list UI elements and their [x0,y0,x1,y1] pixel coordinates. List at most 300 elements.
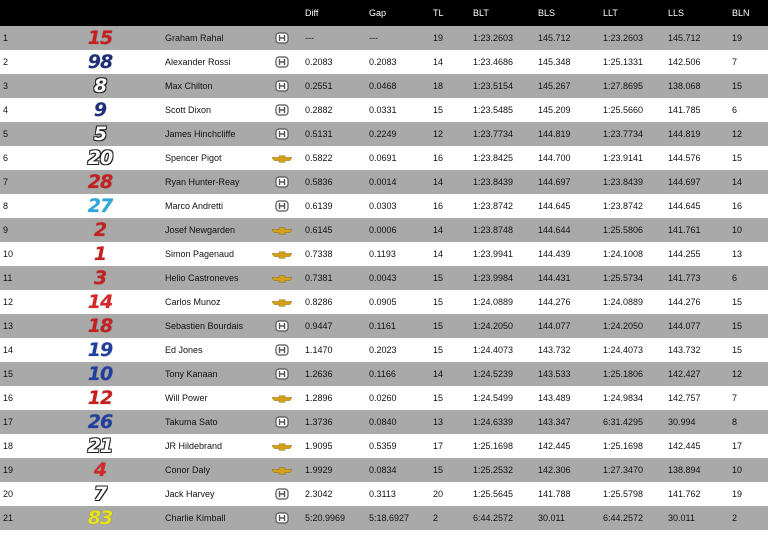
cell-tl: 12 [433,129,444,139]
cell-engine [262,266,302,290]
cell-lls: 141.773 [668,273,701,283]
cell-car-number [80,242,162,266]
cell-car-number [80,386,162,410]
cell-bls: 144.431 [538,273,571,283]
cell-diff: 0.5836 [305,177,333,187]
cell-bln: 19 [732,489,743,499]
cell-lls: 141.785 [668,105,701,115]
cell-pit [40,170,80,194]
cell-llt: 1:25.1698 [603,441,644,451]
cell-driver-name: Will Power [165,393,208,403]
cell-gap: 0.0834 [369,465,397,475]
car-number: 10 [87,363,113,385]
cell-diff: 1.9929 [305,465,333,475]
cell-diff: 1.9095 [305,441,333,451]
cell-driver-name: Tony Kanaan [165,369,218,379]
cell-pos: 10 [3,249,14,259]
cell-tl: 16 [433,201,444,211]
car-number: 83 [87,507,113,529]
cell-gap: 0.1166 [369,369,396,379]
col-header-num[interactable] [80,0,162,26]
cell-lls: 142.445 [668,441,701,451]
cell-bls: 30.011 [538,513,565,523]
car-number: 1 [93,243,107,265]
cell-engine [262,74,302,98]
cell-gap: 0.0840 [369,417,397,427]
cell-pit [40,482,80,506]
cell-llt: 1:25.5806 [603,225,644,235]
cell-bln: 15 [732,153,743,163]
cell-pit [40,242,80,266]
cell-driver-name: Helio Castroneves [165,273,239,283]
cell-blt: 1:23.5154 [473,81,514,91]
cell-blt: 1:23.4686 [473,57,514,67]
cell-gap: 0.1193 [369,249,396,259]
cell-bln: 6 [732,105,738,115]
cell-lls: 142.757 [668,393,701,403]
table-row[interactable] [0,74,768,98]
cell-pit [40,314,80,338]
cell-lls: 141.761 [668,225,701,235]
cell-driver-name: Simon Pagenaud [165,249,235,259]
cell-blt: 1:24.2050 [473,321,514,331]
cell-pos: 19 [3,465,14,475]
cell-tl: 18 [433,81,444,91]
cell-driver-name: Sebastien Bourdais [165,321,244,331]
cell-bln: 10 [732,465,743,475]
car-number: 14 [87,291,113,313]
cell-tl: 15 [433,321,444,331]
cell-pit [40,338,80,362]
car-number: 18 [87,315,113,337]
cell-llt: 1:25.5734 [603,273,644,283]
table-row[interactable] [0,314,768,338]
cell-engine [262,98,302,122]
cell-lls: 142.506 [668,57,701,67]
chevrolet-icon [262,225,302,235]
cell-llt: 1:25.1331 [603,57,644,67]
cell-engine [262,170,302,194]
cell-llt: 1:24.2050 [603,321,644,331]
cell-diff: 1.1470 [305,345,333,355]
car-number: 28 [87,171,113,193]
cell-pit [40,434,80,458]
cell-engine [262,218,302,242]
cell-pos: 7 [3,177,9,187]
cell-gap: 0.2023 [369,345,397,355]
col-header-bln[interactable]: BLN [732,8,750,18]
chevrolet-icon [262,441,302,451]
cell-bln: 7 [732,393,738,403]
honda-icon [262,32,302,44]
car-number: 9 [93,99,107,121]
car-number: 5 [93,123,107,145]
cell-tl: 16 [433,153,444,163]
cell-bln: 8 [732,417,738,427]
cell-car-number [80,506,162,530]
honda-icon [262,368,302,380]
cell-bls: 144.439 [538,249,571,259]
cell-bls: 142.306 [538,465,571,475]
table-row[interactable] [0,386,768,410]
cell-bls: 145.712 [538,33,571,43]
cell-lls: 30.011 [668,513,695,523]
cell-pos: 21 [3,513,14,523]
cell-pos: 9 [3,225,9,235]
cell-bls: 145.209 [538,105,571,115]
cell-llt: 1:24.1008 [603,249,644,259]
cell-car-number [80,434,162,458]
table-header-row [0,0,768,26]
cell-diff: 0.2551 [305,81,333,91]
cell-driver-name: Josef Newgarden [165,225,236,235]
cell-lls: 144.697 [668,177,701,187]
cell-diff: 0.8286 [305,297,333,307]
cell-blt: 1:25.1698 [473,441,514,451]
cell-lls: 144.276 [668,297,701,307]
cell-llt: 1:23.8742 [603,201,644,211]
cell-bln: 14 [732,177,743,187]
cell-bln: 12 [732,369,743,379]
car-number: 4 [93,459,107,481]
cell-lls: 138.894 [668,465,701,475]
cell-car-number [80,98,162,122]
cell-llt: 1:25.1806 [603,369,644,379]
cell-car-number [80,338,162,362]
col-header-pos[interactable] [0,0,40,26]
cell-bls: 144.645 [538,201,571,211]
cell-lls: 143.732 [668,345,701,355]
cell-pos: 14 [3,345,14,355]
cell-pos: 16 [3,393,14,403]
cell-blt: 1:23.8748 [473,225,514,235]
cell-bls: 145.267 [538,81,571,91]
table-row[interactable] [0,146,768,170]
cell-tl: 14 [433,249,444,259]
cell-driver-name: Spencer Pigot [165,153,222,163]
cell-llt: 1:24.4073 [603,345,644,355]
car-number: 21 [87,435,113,457]
cell-driver-name: Alexander Rossi [165,57,231,67]
cell-pos: 18 [3,441,14,451]
cell-pit [40,386,80,410]
cell-llt: 1:25.5798 [603,489,644,499]
cell-gap: 0.1161 [369,321,396,331]
cell-bls: 144.700 [538,153,571,163]
cell-diff: 0.6139 [305,201,333,211]
cell-tl: 14 [433,369,444,379]
cell-pos: 3 [3,81,9,91]
cell-diff: 1.3736 [305,417,333,427]
table-row[interactable] [0,266,768,290]
cell-engine [262,386,302,410]
cell-bls: 145.348 [538,57,571,67]
cell-lls: 144.576 [668,153,701,163]
cell-tl: 20 [433,489,444,499]
table-row[interactable] [0,410,768,434]
cell-llt: 6:31.4295 [603,417,644,427]
cell-blt: 1:23.8439 [473,177,514,187]
cell-diff: 0.2882 [305,105,333,115]
honda-icon [262,320,302,332]
cell-pit [40,410,80,434]
cell-pit [40,98,80,122]
cell-car-number [80,266,162,290]
cell-bls: 144.276 [538,297,571,307]
table-row[interactable] [0,506,768,530]
car-number: 12 [87,387,113,409]
col-header-engine[interactable] [262,0,302,26]
cell-tl: 17 [433,441,444,451]
cell-bln: 19 [732,33,743,43]
cell-bls: 144.077 [538,321,571,331]
cell-lls: 138.068 [668,81,701,91]
cell-gap: 0.0014 [369,177,397,187]
table-row[interactable] [0,338,768,362]
table-row[interactable] [0,50,768,74]
cell-pit [40,194,80,218]
car-number: 26 [87,411,113,433]
honda-icon [262,104,302,116]
cell-bln: 16 [732,201,743,211]
cell-engine [262,434,302,458]
cell-blt: 1:23.8425 [473,153,514,163]
table-body [0,26,768,530]
cell-pit [40,146,80,170]
cell-engine [262,362,302,386]
cell-tl: 15 [433,393,444,403]
cell-pos: 11 [3,273,13,283]
cell-lls: 144.255 [668,249,701,259]
car-number: 20 [87,147,113,169]
chevrolet-icon [262,465,302,475]
cell-pit [40,26,80,50]
cell-gap: 0.0691 [369,153,397,163]
cell-gap: 0.2249 [369,129,397,139]
cell-car-number [80,194,162,218]
cell-bls: 143.489 [538,393,571,403]
table-row[interactable] [0,26,768,50]
cell-blt: 1:23.7734 [473,129,514,139]
cell-llt: 6:44.2572 [603,513,644,523]
cell-blt: 1:23.9941 [473,249,514,259]
cell-diff: 2.3042 [305,489,333,499]
cell-pit [40,458,80,482]
car-number: 8 [93,75,107,97]
cell-bln: 10 [732,225,743,235]
cell-engine [262,242,302,266]
honda-icon [262,200,302,212]
cell-car-number [80,362,162,386]
table-row[interactable] [0,290,768,314]
cell-gap: 0.0043 [369,273,397,283]
cell-car-number [80,290,162,314]
cell-bln: 15 [732,81,743,91]
cell-driver-name: Charlie Kimball [165,513,226,523]
cell-pos: 20 [3,489,14,499]
car-number: 27 [87,195,113,217]
cell-gap: 0.2083 [369,57,397,67]
cell-llt: 1:27.8695 [603,81,644,91]
cell-diff: --- [305,33,314,43]
cell-driver-name: Ryan Hunter-Reay [165,177,240,187]
table-row[interactable] [0,482,768,506]
col-header-bls[interactable]: BLS [538,8,556,18]
cell-bls: 143.732 [538,345,571,355]
honda-icon [262,128,302,140]
cell-pos: 13 [3,321,14,331]
cell-gap: 5:18.6927 [369,513,410,523]
cell-bln: 15 [732,345,743,355]
cell-bln: 7 [732,57,738,67]
cell-pos: 17 [3,417,14,427]
chevrolet-icon [262,249,302,259]
car-number: 98 [87,51,113,73]
cell-blt: 1:25.2532 [473,465,514,475]
cell-diff: 0.7338 [305,249,333,259]
table-row[interactable] [0,98,768,122]
col-header-blt[interactable]: BLT [473,8,489,18]
cell-driver-name: Jack Harvey [165,489,215,499]
cell-car-number [80,50,162,74]
cell-diff: 0.5131 [305,129,333,139]
cell-pit [40,122,80,146]
cell-car-number [80,410,162,434]
cell-llt: 1:23.8439 [603,177,644,187]
cell-blt: 1:24.5499 [473,393,514,403]
cell-pos: 4 [3,105,9,115]
honda-icon [262,80,302,92]
table-row[interactable] [0,362,768,386]
cell-blt: 1:25.5645 [473,489,514,499]
honda-icon [262,416,302,428]
cell-diff: 0.6145 [305,225,333,235]
cell-bln: 15 [732,297,743,307]
cell-driver-name: Graham Rahal [165,33,224,43]
cell-blt: 6:44.2572 [473,513,514,523]
cell-pos: 15 [3,369,14,379]
cell-bln: 17 [732,441,743,451]
col-header-pit[interactable] [40,0,80,26]
cell-llt: 1:23.7734 [603,129,644,139]
cell-engine [262,290,302,314]
cell-engine [262,506,302,530]
cell-llt: 1:24.9834 [603,393,644,403]
chevrolet-icon [262,297,302,307]
cell-engine [262,122,302,146]
cell-gap: --- [369,33,378,43]
table-row[interactable] [0,242,768,266]
cell-engine [262,194,302,218]
cell-engine [262,314,302,338]
cell-driver-name: Marco Andretti [165,201,224,211]
cell-gap: 0.0468 [369,81,397,91]
cell-tl: 13 [433,417,444,427]
cell-tl: 15 [433,345,444,355]
cell-bls: 144.697 [538,177,571,187]
col-header-diff[interactable]: Diff [305,8,319,18]
cell-gap: 0.5359 [369,441,397,451]
col-header-lls[interactable]: LLS [668,8,685,18]
cell-pos: 12 [3,297,14,307]
cell-pit [40,506,80,530]
cell-lls: 30.994 [668,417,696,427]
cell-blt: 1:23.9984 [473,273,514,283]
cell-bls: 143.533 [538,369,571,379]
cell-blt: 1:24.6339 [473,417,514,427]
cell-engine [262,338,302,362]
col-header-llt[interactable]: LLT [603,8,618,18]
cell-llt: 1:27.3470 [603,465,644,475]
car-number: 3 [93,267,107,289]
cell-diff: 0.5822 [305,153,333,163]
cell-llt: 1:23.2603 [603,33,644,43]
cell-engine [262,458,302,482]
honda-icon [262,56,302,68]
cell-driver-name: Scott Dixon [165,105,212,115]
car-number: 19 [87,339,113,361]
cell-car-number [80,482,162,506]
cell-driver-name: JR Hildebrand [165,441,223,451]
honda-icon [262,488,302,500]
cell-blt: 1:23.5485 [473,105,514,115]
cell-lls: 144.819 [668,129,701,139]
cell-pos: 5 [3,129,9,139]
table-row[interactable] [0,194,768,218]
cell-gap: 0.0905 [369,297,397,307]
cell-llt: 1:23.9141 [603,153,644,163]
cell-bln: 12 [732,129,743,139]
cell-pos: 6 [3,153,9,163]
cell-tl: 15 [433,273,444,283]
col-header-gap[interactable]: Gap [369,8,387,18]
table-row[interactable] [0,170,768,194]
cell-diff: 1.2896 [305,393,333,403]
car-number: 15 [87,27,113,49]
cell-blt: 1:24.5239 [473,369,514,379]
cell-gap: 0.0006 [369,225,397,235]
cell-gap: 0.0331 [369,105,397,115]
cell-bls: 142.445 [538,441,571,451]
cell-tl: 14 [433,177,444,187]
cell-car-number [80,74,162,98]
cell-bls: 144.644 [538,225,571,235]
cell-lls: 144.077 [668,321,701,331]
col-header-name[interactable] [162,0,262,26]
cell-bls: 143.347 [538,417,571,427]
cell-pos: 8 [3,201,9,211]
cell-car-number [80,26,162,50]
cell-bln: 13 [732,249,743,259]
cell-gap: 0.0303 [369,201,397,211]
cell-diff: 5:20.9969 [305,513,346,523]
chevrolet-icon [262,153,302,163]
cell-tl: 19 [433,33,444,43]
table-row[interactable] [0,434,768,458]
cell-driver-name: Carlos Munoz [165,297,221,307]
cell-llt: 1:24.0889 [603,297,644,307]
cell-blt: 1:23.2603 [473,33,514,43]
cell-car-number [80,122,162,146]
table-row[interactable] [0,218,768,242]
cell-gap: 0.0260 [369,393,397,403]
cell-car-number [80,314,162,338]
table-row[interactable] [0,458,768,482]
cell-blt: 1:24.0889 [473,297,514,307]
col-header-tl[interactable]: TL [433,8,444,18]
table-row[interactable] [0,122,768,146]
cell-diff: 0.2083 [305,57,333,67]
